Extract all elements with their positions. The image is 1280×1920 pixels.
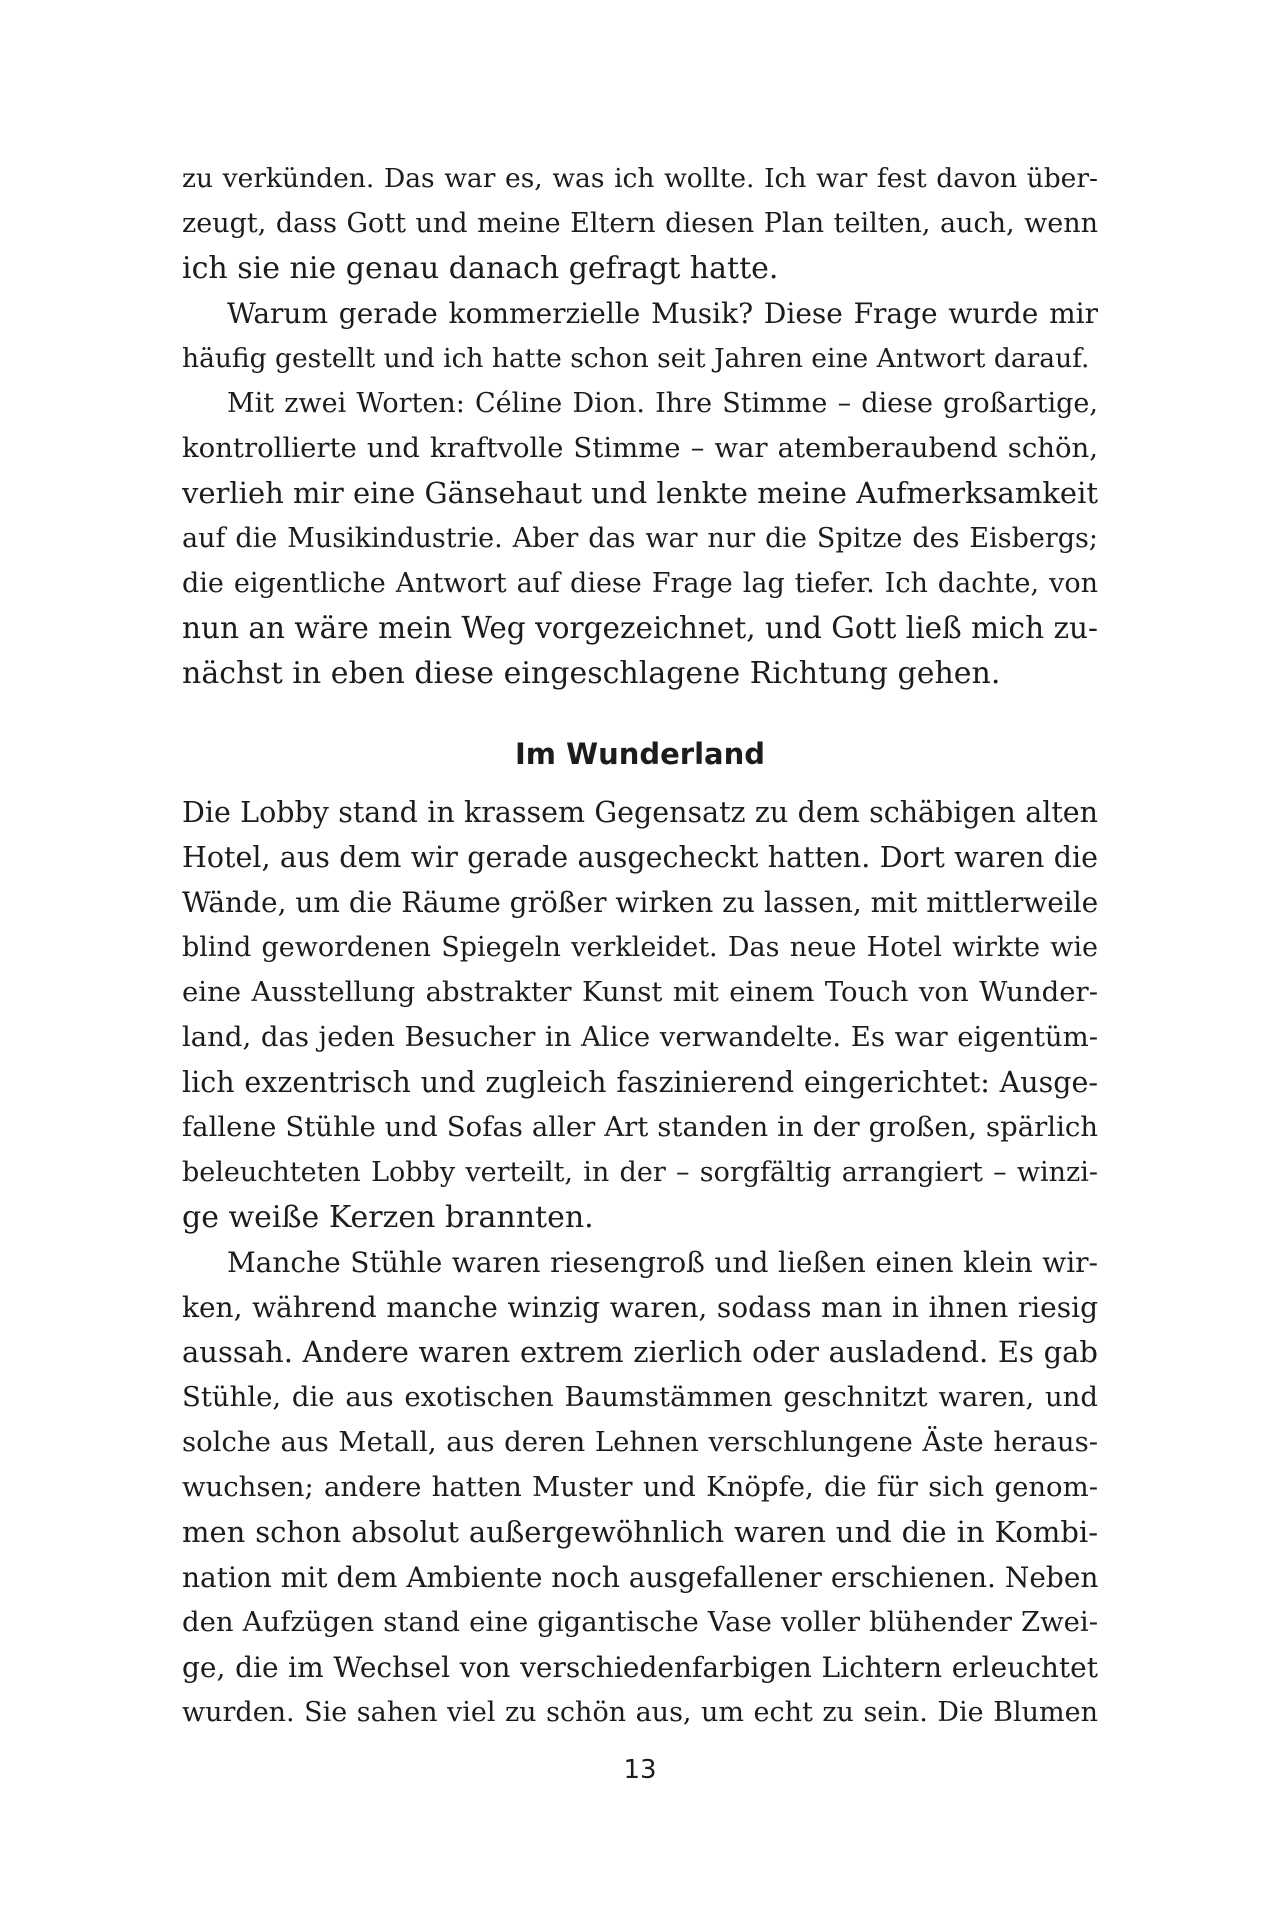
text-line: wurden. Sie sahen viel zu schön aus, um echt zu sein. Die Blumen (182, 1697, 1098, 1728)
text-line: nächst in eben diese eingeschlagene Richtung gehen. (182, 656, 1001, 691)
section-heading: Im Wunderland (514, 737, 766, 771)
text-line: aussah. Andere waren extrem zierlich oder ausladend. Es gab (182, 1335, 1098, 1369)
text-line: fallene Stühle und Sofas aller Art standen in der großen, spärlich (182, 1111, 1098, 1143)
text-line: Warum gerade kommerzielle Musik? Diese Frage wurde mir (227, 297, 1098, 330)
text-line: Hotel, aus dem wir gerade ausgecheckt hatten. Dort waren die (182, 841, 1098, 874)
text-line: blind gewordenen Spiegeln verkleidet. Das neue Hotel wirkte wie (182, 932, 1098, 963)
text-line: wuchsen; andere hatten Muster und Knöpfe, die für sich genom- (182, 1471, 1098, 1503)
text-line: nun an wäre mein Weg vorgezeichnet, und Gott ließ mich zu- (182, 611, 1098, 645)
text-line: lich exzentrisch und zugleich faszinierend eingerichtet: Ausge- (182, 1066, 1098, 1099)
text-line: ge weiße Kerzen brannten. (182, 1200, 594, 1235)
text-line: auf die Musikindustrie. Aber das war nur die Spitze des Eisbergs; (182, 523, 1098, 554)
text-line: eine Ausstellung abstrakter Kunst mit einem Touch von Wunder- (182, 976, 1098, 1008)
text-line: ken, während manche winzig waren, sodass man in ihnen riesig (182, 1291, 1098, 1324)
text-line: ich sie nie genau danach gefragt hatte. (182, 251, 779, 286)
text-line: beleuchteten Lobby verteilt, in der – sorgfältig arrangiert – winzi- (182, 1157, 1098, 1188)
text-line: Stühle, die aus exotischen Baumstämmen geschnitzt waren, und (182, 1381, 1098, 1413)
text-line: zeugt, dass Gott und meine Eltern diesen Plan teilten, auch, wenn (182, 208, 1098, 239)
text-line: die eigentliche Antwort auf diese Frage lag tiefer. Ich dachte, von (182, 568, 1098, 599)
text-line: Wände, um die Räume größer wirken zu lassen, mit mittlerweile (182, 886, 1098, 919)
text-line: nation mit dem Ambiente noch ausgefallener erschienen. Neben (182, 1561, 1098, 1594)
text-line: den Aufzügen stand eine gigantische Vase voller blühender Zwei- (182, 1606, 1098, 1638)
text-line: men schon absolut außergewöhnlich waren und die in Kombi- (182, 1515, 1098, 1549)
text-line: ge, die im Wechsel von verschiedenfarbigen Lichtern erleuchtet (182, 1651, 1098, 1684)
text-line: Die Lobby stand in krassem Gegensatz zu dem schäbigen alten (182, 796, 1098, 829)
text-line: Mit zwei Worten: Céline Dion. Ihre Stimme – diese großartige, (227, 388, 1098, 419)
text-line: kontrollierte und kraftvolle Stimme – war atemberaubend schön, (182, 432, 1098, 464)
text-line: Manche Stühle waren riesengroß und ließen einen klein wir- (227, 1246, 1098, 1279)
text-line: solche aus Metall, aus deren Lehnen verschlungene Äste heraus- (182, 1426, 1098, 1458)
text-line: häufig gestellt und ich hatte schon seit Jahren eine Antwort darauf. (182, 343, 1090, 374)
section-2-text (182, 790, 1098, 1735)
text-line: zu verkünden. Das war es, was ich wollte. Ich war fest davon über- (182, 163, 1098, 194)
text-line: verlieh mir eine Gänsehaut und lenkte meine Aufmerksamkeit (182, 476, 1098, 510)
page-number: 13 (623, 1755, 657, 1785)
section-1-text (182, 156, 1098, 696)
text-line: land, das jeden Besucher in Alice verwandelte. Es war eigentüm- (182, 1021, 1098, 1053)
